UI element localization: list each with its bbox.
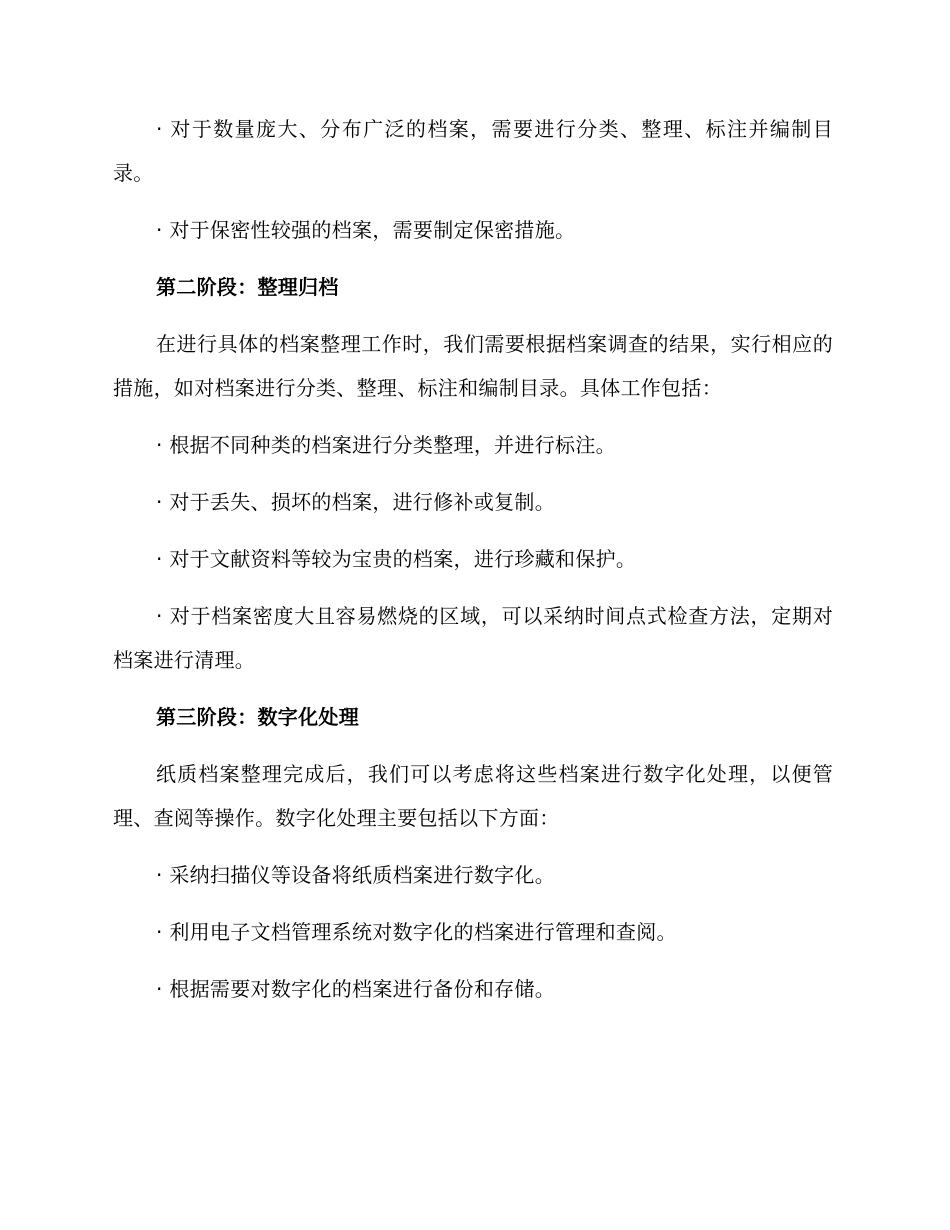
bullet-item: · 根据不同种类的档案进行分类整理，并进行标注。 [156, 433, 616, 457]
bullet-item: · 利用电子文档管理系统对数字化的档案进行管理和查阅。 [156, 920, 677, 944]
section-heading: 第三阶段：数字化处理 [156, 705, 359, 729]
bullet-item: · 采纳扫描仪等设备将纸质档案进行数字化。 [156, 863, 556, 887]
bullet-item: · 对于档案密度大且容易燃烧的区域，可以采纳时间点式检查方法，定期对档案进行清理。 [113, 604, 833, 672]
bullet-item: · 对于丢失、损坏的档案，进行修补或复制。 [156, 490, 556, 514]
bullet-item: · 对于文献资料等较为宝贵的档案，进行珍藏和保护。 [156, 547, 637, 571]
body-paragraph: 纸质档案整理完成后，我们可以考虑将这些档案进行数字化处理，以便管理、查阅等操作。数字化处理主要包括以下方面： [113, 762, 833, 830]
bullet-item: · 根据需要对数字化的档案进行备份和存储。 [156, 977, 556, 1001]
document-body [113, 107, 833, 1011]
bullet-item: · 对于数量庞大、分布广泛的档案，需要进行分类、整理、标注并编制目录。 [113, 117, 833, 185]
section-heading: 第二阶段：整理归档 [156, 275, 339, 299]
body-paragraph: 在进行具体的档案整理工作时，我们需要根据档案调查的结果，实行相应的措施，如对档案进行分类、整理、标注和编制目录。具体工作包括： [113, 332, 833, 400]
bullet-item: · 对于保密性较强的档案，需要制定保密措施。 [156, 218, 576, 242]
